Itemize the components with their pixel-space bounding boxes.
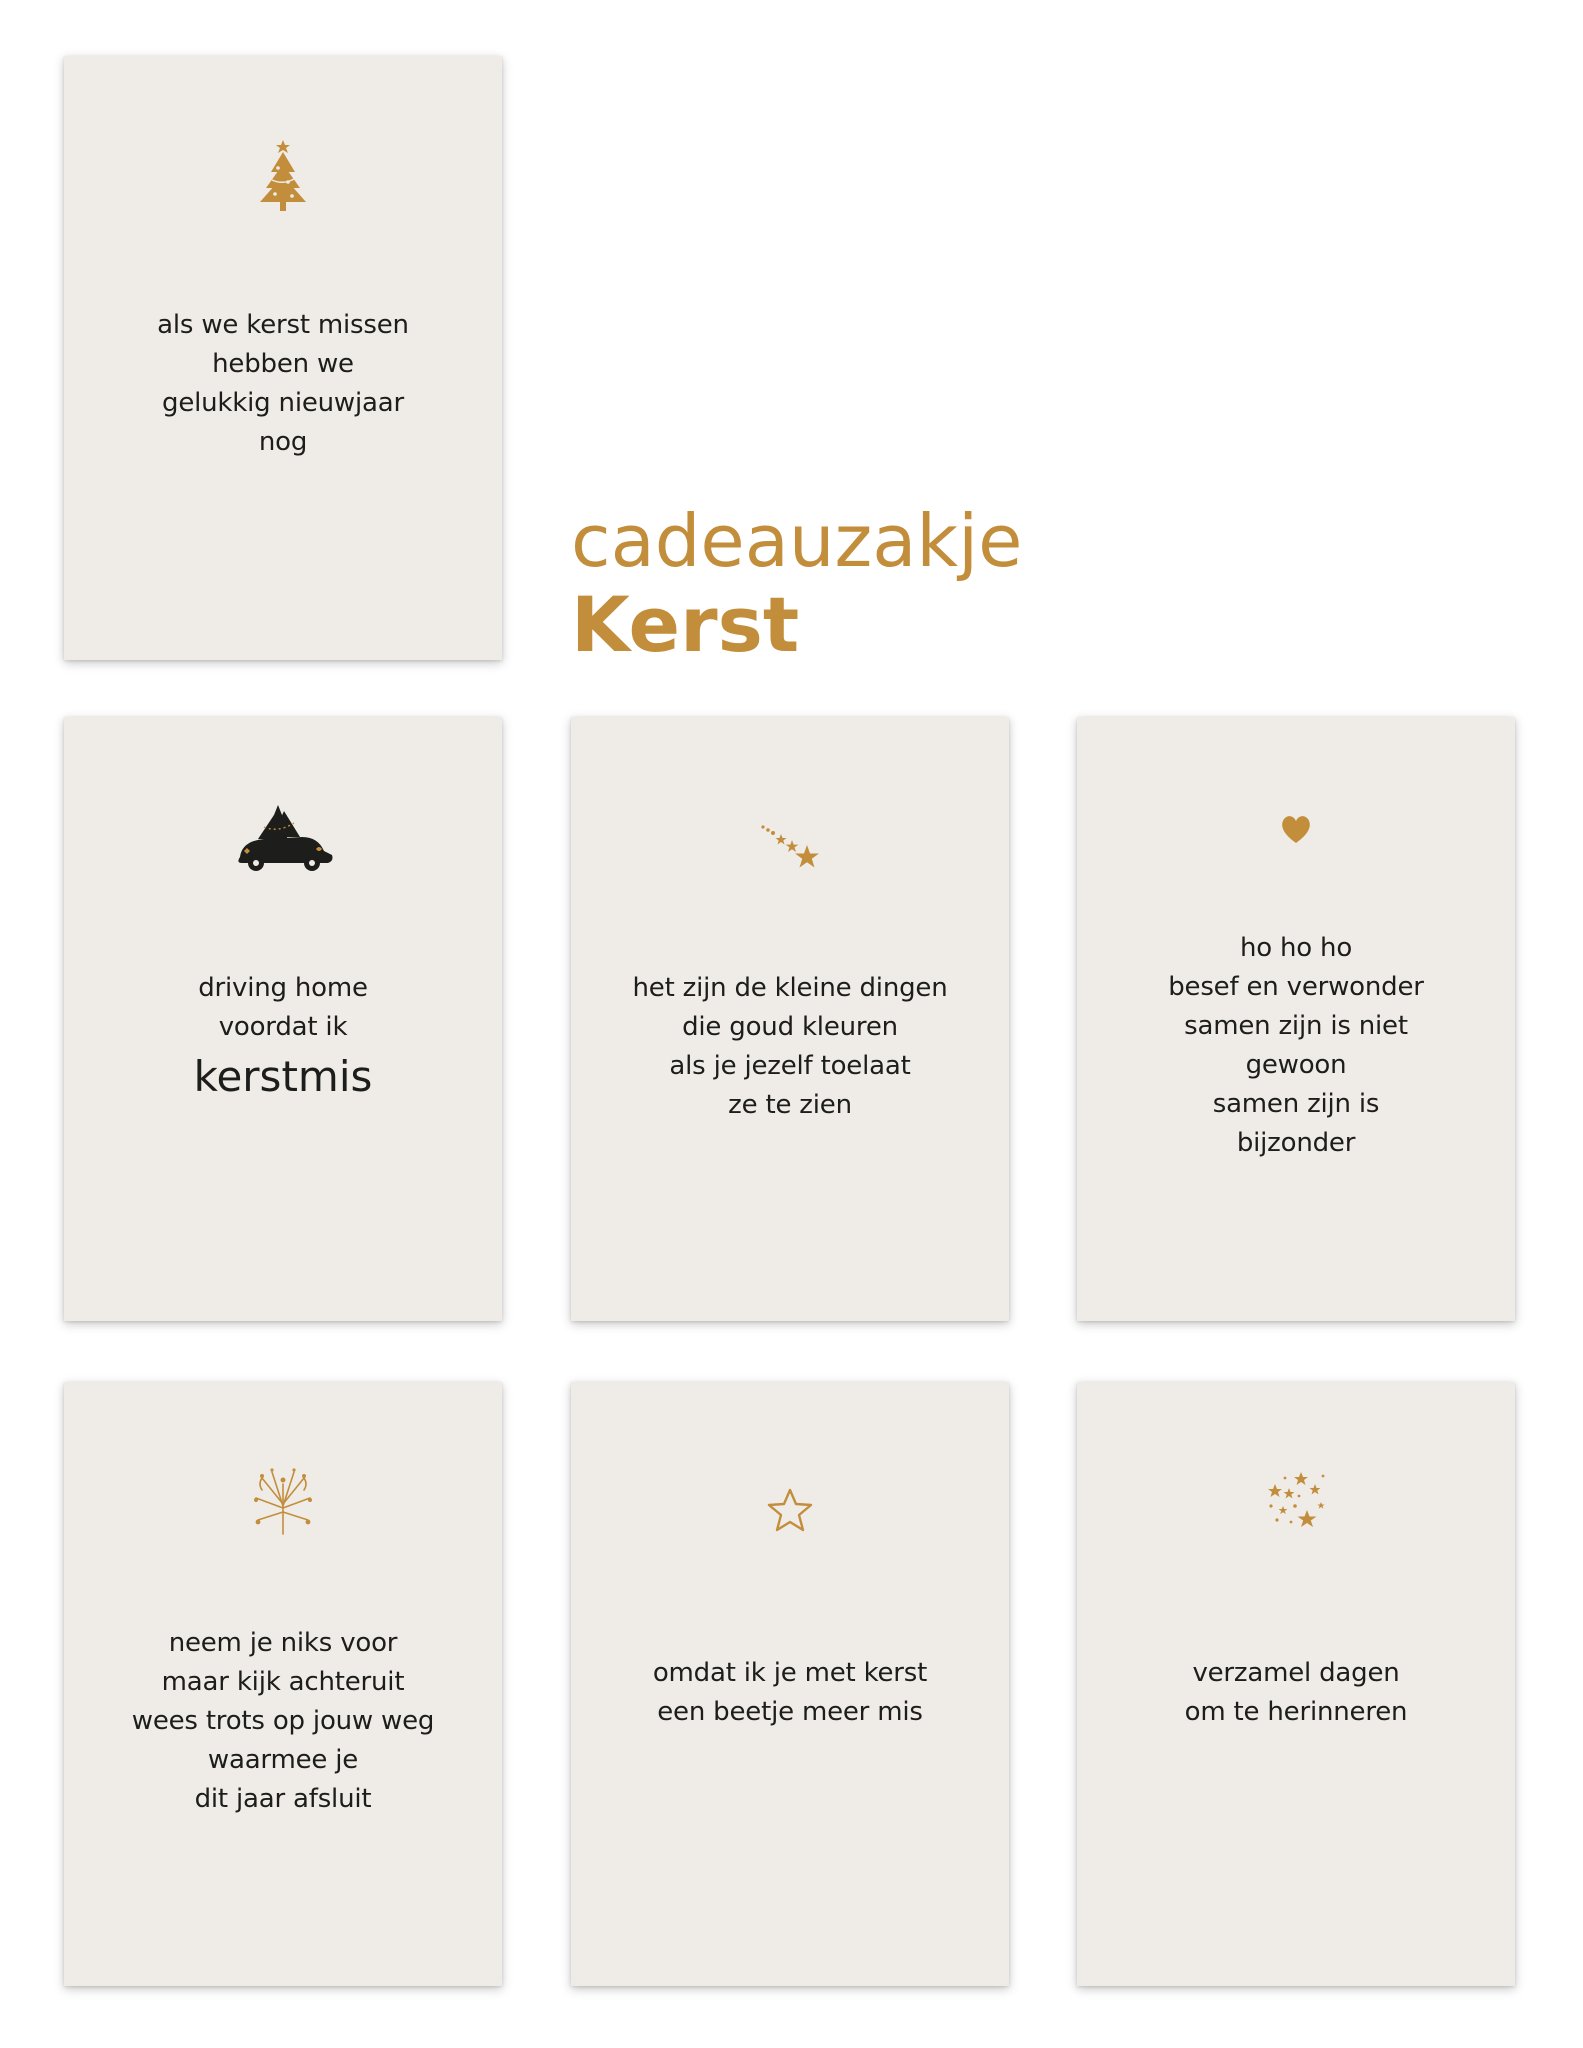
card-heart	[1077, 717, 1515, 1321]
card-shooting-star	[571, 717, 1009, 1321]
card-line: gewoon	[1245, 1050, 1347, 1080]
star-cluster-icon	[1077, 1466, 1515, 1536]
card-line: gelukkig nieuwjaar	[162, 388, 404, 418]
card-text	[1097, 1654, 1495, 1732]
card-line: wees trots op jouw weg	[131, 1706, 435, 1736]
card-emphasis: kerstmis	[193, 1052, 373, 1101]
card-line: een beetje meer mis	[657, 1697, 923, 1727]
card-line: samen zijn is niet	[1184, 1011, 1408, 1041]
card-tree	[64, 56, 502, 660]
card-line: bijzonder	[1236, 1128, 1356, 1158]
firework-icon	[64, 1464, 502, 1540]
card-line: die goud kleuren	[682, 1012, 898, 1042]
card-line: driving home	[198, 973, 368, 1003]
card-text	[1097, 929, 1495, 1163]
christmas-tree-icon	[64, 136, 502, 216]
card-line: omdat ik je met kerst	[652, 1658, 928, 1688]
card-line: om te herinneren	[1184, 1697, 1408, 1727]
star-outline-icon	[571, 1486, 1009, 1536]
card-text	[84, 1624, 482, 1819]
card-line: voordat ik	[218, 1012, 348, 1042]
card-line: dit jaar afsluit	[194, 1784, 372, 1814]
card-line: waarmee je	[207, 1745, 359, 1775]
card-stars	[1077, 1382, 1515, 1986]
card-line: hebben we	[212, 349, 354, 379]
card-firework	[64, 1382, 502, 1986]
car-with-tree-icon	[64, 797, 502, 877]
card-line: ze te zien	[728, 1090, 852, 1120]
card-line: als je jezelf toelaat	[669, 1051, 911, 1081]
heart-icon	[1077, 809, 1515, 849]
card-line: maar kijk achteruit	[161, 1667, 405, 1697]
card-line: ho ho ho	[1239, 933, 1353, 963]
title-line-2: Kerst	[571, 580, 800, 669]
title-line-1: cadeauzakje	[571, 499, 1023, 583]
card-line: neem je niks voor	[168, 1628, 398, 1658]
card-text	[591, 969, 989, 1125]
card-line: samen zijn is	[1212, 1089, 1380, 1119]
card-line: nog	[258, 427, 308, 457]
card-line: verzamel dagen	[1192, 1658, 1400, 1688]
card-text	[591, 1654, 989, 1732]
card-line: besef en verwonder	[1168, 972, 1424, 1002]
page-title	[571, 500, 1022, 668]
card-star	[571, 1382, 1009, 1986]
card-line: het zijn de kleine dingen	[632, 973, 948, 1003]
card-line: als we kerst missen	[157, 310, 409, 340]
card-text	[84, 306, 482, 462]
card-text	[84, 969, 482, 1107]
shooting-star-icon	[571, 817, 1009, 877]
card-car	[64, 717, 502, 1321]
